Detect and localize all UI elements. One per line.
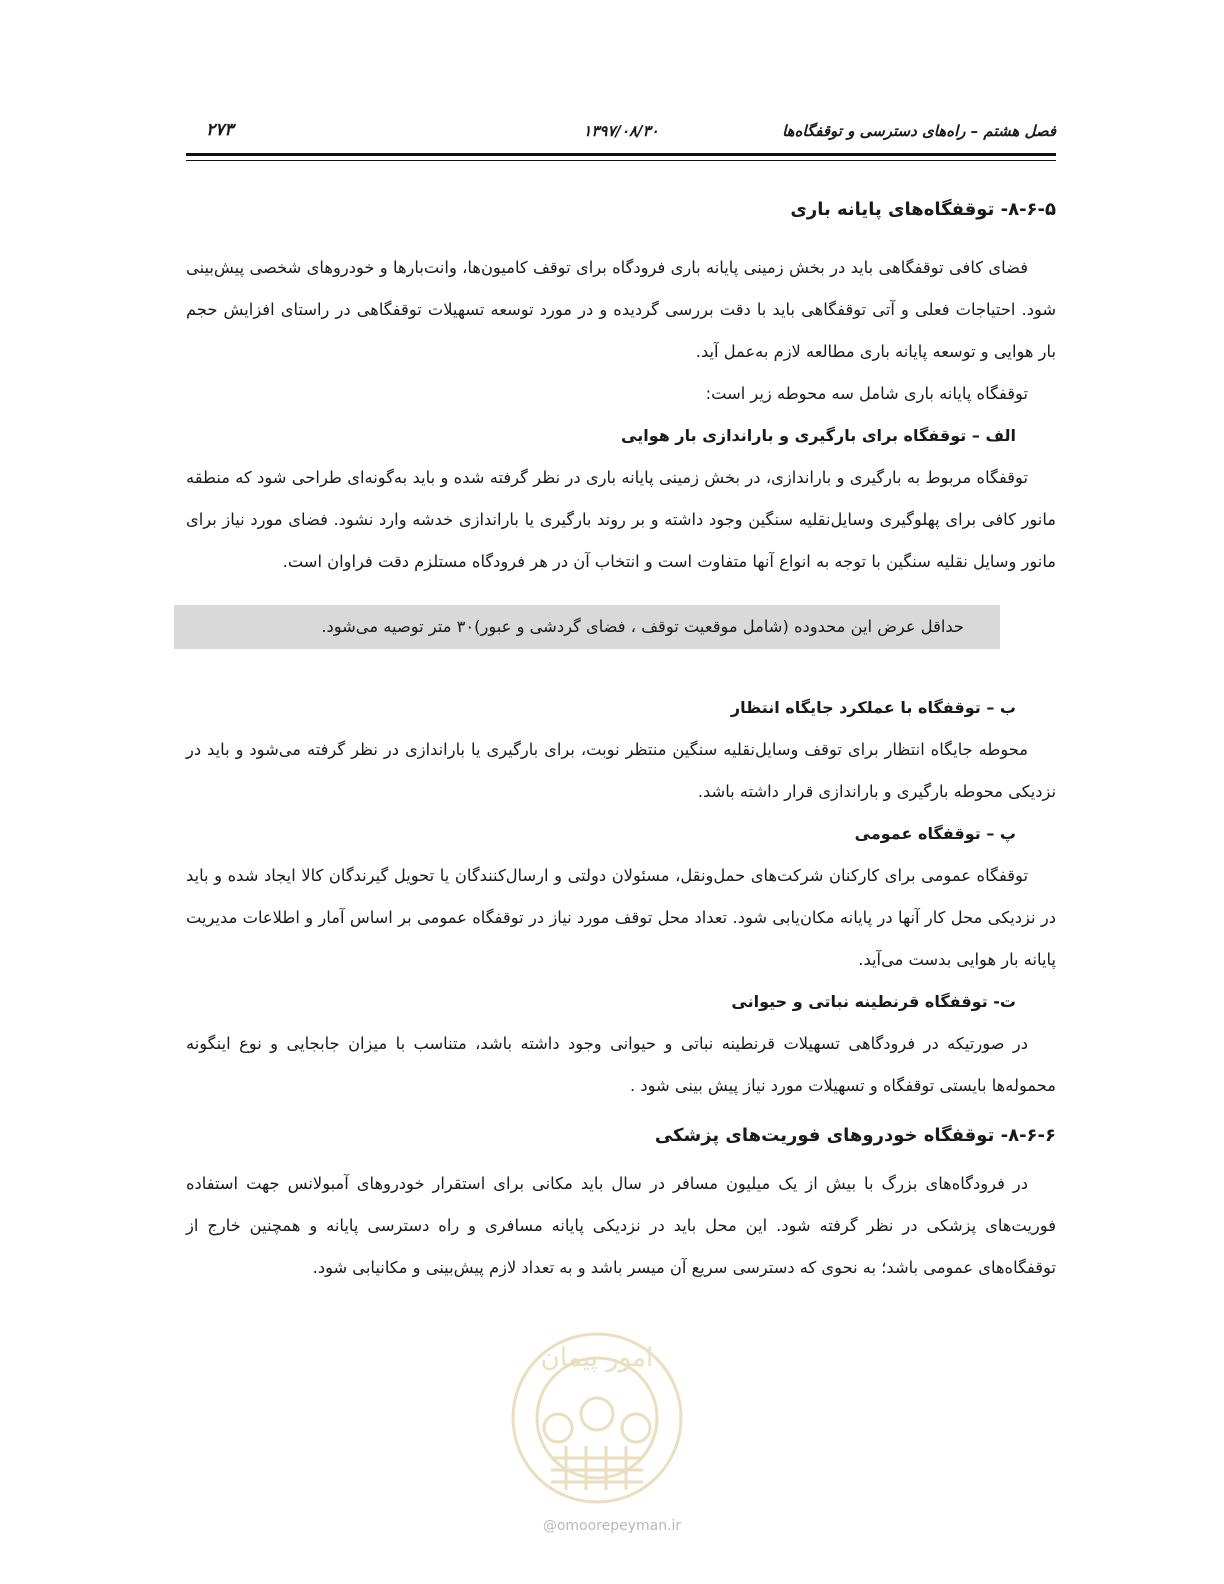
subsection-heading: الف – توقفگاه برای بارگیری و باراندازی بار هوایی xyxy=(621,426,1016,445)
watermark-logo-text: امور پیمان xyxy=(540,1343,654,1373)
header-rule-thin xyxy=(186,160,1056,161)
paragraph: در صورتیکه در فرودگاهی تسهیلات قرنطینه نباتی و حیوانی وجود داشته باشد، متناسب با میزان جابجایی و نوع اینگونه محموله‌ها بایستی توقفگاه و تسهیلات مورد نیاز پیش بینی شود . xyxy=(186,1034,1056,1095)
page-header xyxy=(186,118,1056,148)
watermark-url: @omoorepeyman.ir xyxy=(542,1518,682,1534)
section-heading: ۸-۶-۵- توقفگاه‌های پایانه باری xyxy=(790,199,1056,220)
paragraph: توقفگاه عمومی برای کارکنان شرکت‌های حمل‌ونقل، مسئولان دولتی و ارسال‌کنندگان یا تحویل گیرندگان کالا ایجاد شده و باید در نزدیکی محل کار آنها در پایانه مکان‌یابی شود. تعداد محل توقف مورد نیاز در توقفگاه عمومی بر اساس آمار و اطلاعات مدیریت پایانه بار هوایی بدست می‌آید. xyxy=(186,866,1056,969)
chapter-title: فصل هشتم – راه‌های دسترسی و توقفگاه‌ها xyxy=(782,122,1056,140)
paragraph: توقفگاه مربوط به بارگیری و باراندازی، در بخش زمینی پایانه باری در نظر گرفته شده و باید به‌گونه‌ای طراحی شود که منطقه مانور کافی برای پهلوگیری وسایل‌نقلیه سنگین وجود داشته و بر روند بارگیری یا باراندازی خدشه وارد نشود. فضای مورد نیاز برای مانور وسایل نقلیه سنگین با توجه به انواع آنها متفاوت است و انتخاب آن در هر فرودگاه مستلزم دقت فراوان است. xyxy=(186,468,1056,571)
watermark-url-text: omoorepeyman.ir xyxy=(556,1518,682,1534)
paragraph: محوطه جایگاه انتظار برای توقف وسایل‌نقلیه سنگین منتظر نوبت، برای بارگیری یا باراندازی در نظر گرفته می‌شود و باید در نزدیکی محوطه بارگیری و باراندازی قرار داشته باشد. xyxy=(186,740,1056,801)
header-rule-thick xyxy=(186,153,1056,156)
main-content xyxy=(186,195,1056,1289)
subsection-heading: پ – توقفگاه عمومی xyxy=(854,824,1016,843)
paragraph: توقفگاه پایانه باری شامل سه محوطه زیر است: xyxy=(705,384,1028,403)
section-heading: ۸-۶-۶- توقفگاه خودروهای فوریت‌های پزشکی xyxy=(654,1125,1056,1146)
paragraph: فضای کافی توقفگاهی باید در بخش زمینی پایانه باری فرودگاه برای توقف کامیون‌ها، وانت‌بارها و خودروهای شخصی پیش‌بینی شود. احتیاجات فعلی و آتی توقفگاهی باید با دقت بررسی گردیده و در مورد توسعه تسهیلات توقفگاهی در راستای افزایش حجم بار هوایی و توسعه پایانه باری مطالعه لازم به‌عمل آید. xyxy=(186,258,1056,361)
note-box: حداقل عرض این محدوده (شامل موقعیت توقف ، فضای گردشی و عبور)۳۰ متر توصیه می‌شود. xyxy=(174,605,1000,649)
subsection-heading: ت- توقفگاه قرنطینه نباتی و حیوانی xyxy=(731,992,1016,1011)
header-date: ۱۳۹۷/۰۸/۳۰ xyxy=(583,122,659,140)
page-number: ۲۷۳ xyxy=(206,120,234,140)
paragraph: در فرودگاه‌های بزرگ با بیش از یک میلیون مسافر در سال باید مکانی برای استقرار خودروهای آمبولانس جهت استفاده فوریت‌های پزشکی در نظر گرفته شود. این محل باید در نزدیکی پایانه مسافری و راه دسترسی پایانه و همچنین خارج از توقفگاه‌های عمومی باشد؛ به نحوی که دسترسی سریع آن میسر باشد و به تعداد لازم پیش‌بینی و مکانیابی شود. xyxy=(186,1174,1056,1277)
subsection-heading: ب – توقفگاه با عملکرد جایگاه انتظار xyxy=(730,698,1016,717)
watermark-logo-icon xyxy=(506,1318,688,1508)
